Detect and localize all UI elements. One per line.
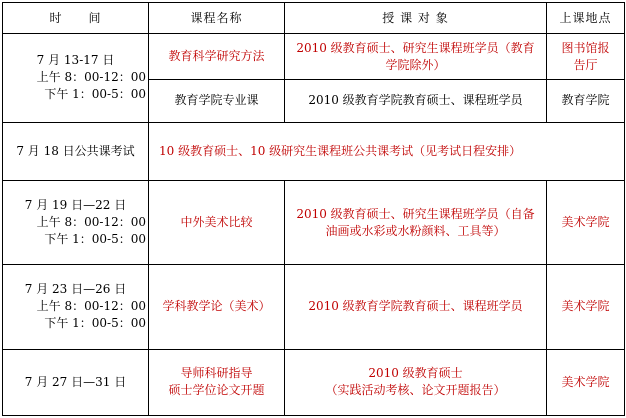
audience-line-2: （实践活动考核、论文开题报告） (325, 383, 506, 398)
course-audience (285, 349, 547, 415)
table-row (3, 265, 625, 349)
course-audience: 2010 级教育学院教育硕士、课程班学员 (285, 265, 547, 349)
course-name (149, 349, 285, 415)
course-line-1: 导师科研指导 (180, 366, 253, 381)
course-audience: 2010 级教育硕士、研究生课程班学员（自备油画或水彩或水粉颜料、工具等） (285, 180, 547, 264)
table-row (3, 349, 625, 415)
course-name: 中外美术比较 (149, 180, 285, 264)
pm-hours: 下午 1：00-5：00 (44, 87, 146, 102)
pm-hours: 下午 1：00-5：00 (44, 316, 146, 331)
table-row (3, 180, 625, 264)
table-row (3, 34, 625, 80)
header-row (3, 3, 625, 34)
header-audience: 授 课 对 象 (285, 3, 547, 34)
date-range: 7 月 23 日—26 日 (24, 282, 127, 297)
course-location: 美术学院 (547, 265, 625, 349)
course-location: 教育学院 (547, 80, 625, 122)
header-location: 上课地点 (547, 3, 625, 34)
course-audience: 2010 级教育硕士、研究生课程班学员（教育学院除外） (285, 34, 547, 80)
time-cell (3, 180, 149, 264)
course-name: 教育科学研究方法 (149, 34, 285, 80)
header-time: 时 间 (3, 3, 149, 34)
date-range: 7 月 19 日—22 日 (24, 198, 127, 213)
header-course: 课程名称 (149, 3, 285, 34)
course-audience: 2010 级教育学院教育硕士、课程班学员 (285, 80, 547, 122)
am-hours: 上午 8：00-12：00 (36, 70, 146, 85)
course-location: 美术学院 (547, 180, 625, 264)
time-cell (3, 349, 149, 415)
schedule-table (2, 2, 625, 416)
course-name: 教育学院专业课 (149, 80, 285, 122)
pm-hours: 下午 1：00-5：00 (44, 232, 146, 247)
course-name: 学科教学论（美术） (149, 265, 285, 349)
am-hours: 上午 8：00-12：00 (36, 299, 146, 314)
exam-row (3, 122, 625, 180)
date-range: 7 月 13-17 日 (36, 53, 115, 68)
date-range: 7 月 27 日—31 日 (24, 374, 127, 389)
course-location: 美术学院 (547, 349, 625, 415)
exam-text: 10 级教育硕士、10 级研究生课程班公共课考试（见考试日程安排） (149, 122, 625, 180)
audience-line-1: 2010 级教育硕士 (368, 366, 463, 381)
exam-label: 7 月 18 日公共课考试 (3, 122, 149, 180)
course-location: 图书馆报告厅 (547, 34, 625, 80)
am-hours: 上午 8：00-12：00 (36, 215, 146, 230)
course-line-2: 硕士学位论文开题 (168, 383, 265, 398)
time-cell (3, 34, 149, 122)
time-cell (3, 265, 149, 349)
